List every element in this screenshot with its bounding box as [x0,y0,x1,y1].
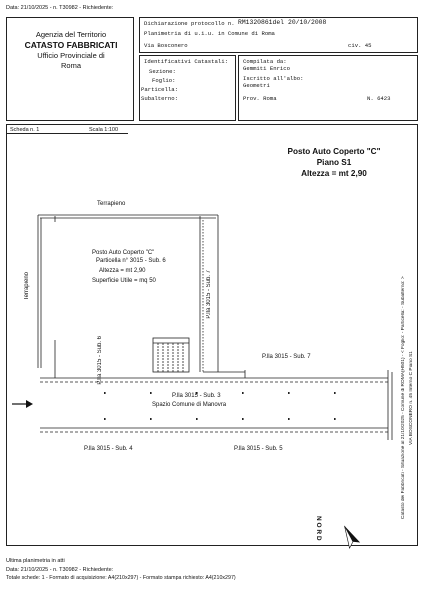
protocol-date: 20/10/2008 [288,19,327,26]
manovra-label: Spazio Comune di Manovra [152,402,227,408]
sub6-vertical: P.lla 3015 - Sub. 6 [97,336,103,385]
iscritto-label: Iscritto all'albo: [243,75,304,82]
catastal-title: Identificativi Catastali: [144,58,228,65]
height-label: Altezza = mt 2,90 [301,169,367,178]
terrapieno-left: Terrapieno [24,272,30,301]
agency-name: Agenzia del Territorio [35,30,107,39]
register-number: N. 6423 [367,95,391,102]
scale: Scala 1:100 [89,126,119,133]
province: Prov. Roma [243,95,277,102]
north-label: N O R D [315,516,322,541]
footer-totals: Totale schede: 1 - Formato di acquisizione: A4(210x297) - Formato stampa richiesto: A4(210x297) [6,575,236,581]
floor-label: Piano S1 [316,158,352,167]
office-city: Roma [60,61,81,70]
profession: Geometri [243,82,270,89]
particella-label: Particella: [141,86,178,93]
catasto-title: CATASTO FABBRICATI [24,40,118,50]
office-label: Ufficio Provinciale di [37,51,105,60]
compiled-label: Compilata da: [243,58,287,65]
address: Via Bosconero [144,42,188,49]
sezione-label: Sezione: [149,68,176,75]
side-address: VIA BOSCONERO n. 45 Interno C Piano S1 [409,351,414,445]
room-particella: Particella n° 3015 - Sub. 6 [96,258,166,264]
sub5-label: P.lla 3015 - Sub. 5 [234,446,283,452]
unit-title: Posto Auto Coperto "C" [287,147,381,156]
civic-number: civ. 45 [348,42,372,49]
header-line: Data: 21/10/2025 - n. T30982 - Richiedente: [6,5,114,11]
planimetry-label: Planimetria di u.i.u. in Comune di Roma [144,30,275,37]
footer-date: Data: 21/10/2025 - n. T30982 - Richiedente: [6,567,114,573]
side-situation: Catasto dei Fabbricati - Situazione al 21/10/2025 - Comune di ROMA(H501) - < Foglio: - Particella: - Subalterno: > [401,276,406,520]
ultima-planimetria: Ultima planimetria in atti [6,558,65,564]
room-surface: Superficie Utile = mq 50 [92,278,156,284]
terrapieno-top: Terrapieno [97,201,126,207]
sub3-label: P.lla 3015 - Sub. 3 [172,393,221,399]
room-height: Altezza = mt 2,90 [99,268,146,274]
sub4-label: P.lla 3015 - Sub. 4 [84,446,133,452]
compiler-name: Gemmiti Enrico [243,65,290,72]
sub7-horizontal: P.lla 3015 - Sub. 7 [262,354,311,360]
subalterno-label: Subalterno: [141,95,178,102]
protocol-label: Dichiarazione protocollo n. [144,20,235,27]
scheda-number: Scheda n. 1 [10,126,40,133]
foglio-label: Foglio: [152,77,176,84]
room-title: Posto Auto Coperto "C" [92,250,155,256]
sub7-vertical: P.lla 3015 - Sub. 7 [206,270,212,319]
protocol-number: RM1320861del [238,19,285,26]
